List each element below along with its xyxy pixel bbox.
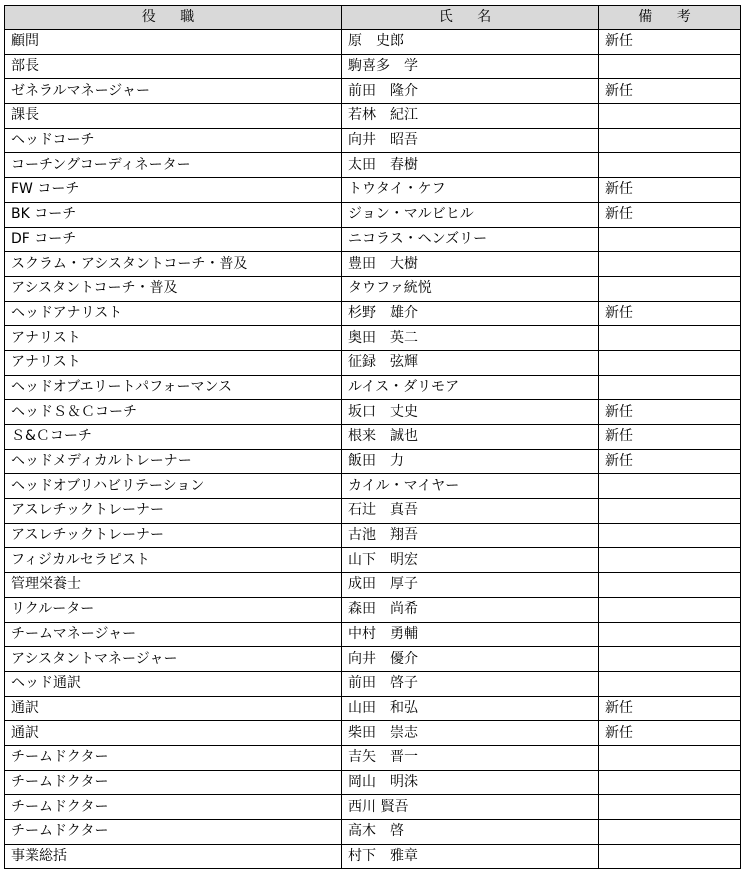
- table-row: [5, 548, 741, 573]
- table-row: [5, 622, 741, 647]
- note-cell: [599, 647, 741, 672]
- table-row: [5, 202, 741, 227]
- role-cell: BK コーチ: [5, 202, 342, 227]
- note-cell: [599, 523, 741, 548]
- table-row: [5, 276, 741, 301]
- name-cell: 山下 明宏: [342, 548, 599, 573]
- table-row: [5, 350, 741, 375]
- table-row: [5, 770, 741, 795]
- note-cell: 新任: [599, 301, 741, 326]
- name-cell: 奥田 英二: [342, 326, 599, 351]
- table-row: [5, 449, 741, 474]
- table-row: [5, 178, 741, 203]
- name-cell: トウタイ・ケフ: [342, 178, 599, 203]
- name-cell: 前田 啓子: [342, 671, 599, 696]
- note-cell: 新任: [599, 425, 741, 450]
- note-cell: 新任: [599, 449, 741, 474]
- name-cell: 向井 優介: [342, 647, 599, 672]
- name-cell: 坂口 丈史: [342, 400, 599, 425]
- role-cell: ヘッド通訳: [5, 671, 342, 696]
- staff-table: [4, 5, 741, 869]
- note-cell: [599, 745, 741, 770]
- role-cell: フィジカルセラピスト: [5, 548, 342, 573]
- table-row: [5, 301, 741, 326]
- role-cell: 事業総括: [5, 844, 342, 869]
- note-cell: 新任: [599, 400, 741, 425]
- table-row: [5, 721, 741, 746]
- table-row: [5, 523, 741, 548]
- table-row: [5, 227, 741, 252]
- name-cell: 吉矢 晋一: [342, 745, 599, 770]
- role-cell: リクルーター: [5, 597, 342, 622]
- table-row: [5, 30, 741, 55]
- role-cell: ヘッドＳ＆Ｃコーチ: [5, 400, 342, 425]
- note-cell: [599, 54, 741, 79]
- note-cell: [599, 128, 741, 153]
- name-cell: 成田 厚子: [342, 573, 599, 598]
- name-cell: 飯田 力: [342, 449, 599, 474]
- name-cell: 太田 春樹: [342, 153, 599, 178]
- role-cell: チームドクター: [5, 770, 342, 795]
- table-row: [5, 128, 741, 153]
- name-cell: 村下 雅章: [342, 844, 599, 869]
- note-cell: [599, 252, 741, 277]
- note-cell: 新任: [599, 178, 741, 203]
- role-cell: ヘッドコーチ: [5, 128, 342, 153]
- name-cell: 根来 誠也: [342, 425, 599, 450]
- table-row: [5, 54, 741, 79]
- name-cell: 古池 翔吾: [342, 523, 599, 548]
- note-cell: [599, 276, 741, 301]
- note-cell: [599, 573, 741, 598]
- note-cell: [599, 597, 741, 622]
- note-cell: [599, 104, 741, 129]
- header-note: 備 考: [599, 6, 741, 30]
- name-cell: カイル・マイヤー: [342, 474, 599, 499]
- table-row: [5, 844, 741, 869]
- table-body: [5, 30, 741, 869]
- role-cell: チームマネージャー: [5, 622, 342, 647]
- note-cell: [599, 671, 741, 696]
- role-cell: Ｓ&Ｃコーチ: [5, 425, 342, 450]
- name-cell: 豊田 大樹: [342, 252, 599, 277]
- role-cell: 通訳: [5, 696, 342, 721]
- note-cell: 新任: [599, 721, 741, 746]
- role-cell: アナリスト: [5, 350, 342, 375]
- name-cell: 征録 弦輝: [342, 350, 599, 375]
- role-cell: アシスタントコーチ・普及: [5, 276, 342, 301]
- note-cell: [599, 474, 741, 499]
- name-cell: 柴田 崇志: [342, 721, 599, 746]
- role-cell: コーチングコーディネーター: [5, 153, 342, 178]
- table-row: [5, 252, 741, 277]
- note-cell: 新任: [599, 30, 741, 55]
- note-cell: [599, 350, 741, 375]
- role-cell: ヘッドアナリスト: [5, 301, 342, 326]
- name-cell: 岡山 明洙: [342, 770, 599, 795]
- table-row: [5, 671, 741, 696]
- name-cell: ニコラス・ヘンズリー: [342, 227, 599, 252]
- role-cell: 顧問: [5, 30, 342, 55]
- table-row: [5, 474, 741, 499]
- table-row: [5, 425, 741, 450]
- table-row: [5, 597, 741, 622]
- role-cell: 部長: [5, 54, 342, 79]
- table-row: [5, 647, 741, 672]
- role-cell: ヘッドオブリハビリテーション: [5, 474, 342, 499]
- note-cell: 新任: [599, 696, 741, 721]
- role-cell: アシスタントマネージャー: [5, 647, 342, 672]
- name-cell: ジョン・マルビヒル: [342, 202, 599, 227]
- note-cell: [599, 548, 741, 573]
- name-cell: 原 史郎: [342, 30, 599, 55]
- name-cell: 中村 勇輔: [342, 622, 599, 647]
- table-row: [5, 573, 741, 598]
- table-row: [5, 153, 741, 178]
- name-cell: 若林 紀江: [342, 104, 599, 129]
- name-cell: 山田 和弘: [342, 696, 599, 721]
- role-cell: ヘッドメディカルトレーナー: [5, 449, 342, 474]
- table-header: [5, 6, 741, 30]
- role-cell: 通訳: [5, 721, 342, 746]
- header-role: 役 職: [5, 6, 342, 30]
- role-cell: チームドクター: [5, 820, 342, 845]
- role-cell: FW コーチ: [5, 178, 342, 203]
- note-cell: [599, 622, 741, 647]
- table-row: [5, 375, 741, 400]
- note-cell: 新任: [599, 79, 741, 104]
- note-cell: [599, 770, 741, 795]
- table-row: [5, 820, 741, 845]
- note-cell: [599, 499, 741, 524]
- role-cell: チームドクター: [5, 795, 342, 820]
- role-cell: 課長: [5, 104, 342, 129]
- name-cell: 西川 賢吾: [342, 795, 599, 820]
- name-cell: 森田 尚希: [342, 597, 599, 622]
- name-cell: ルイス・ダリモア: [342, 375, 599, 400]
- table-row: [5, 326, 741, 351]
- name-cell: 石辻 真吾: [342, 499, 599, 524]
- note-cell: [599, 844, 741, 869]
- role-cell: スクラム・アシスタントコーチ・普及: [5, 252, 342, 277]
- table-row: [5, 696, 741, 721]
- note-cell: [599, 820, 741, 845]
- name-cell: 向井 昭吾: [342, 128, 599, 153]
- note-cell: [599, 375, 741, 400]
- note-cell: [599, 795, 741, 820]
- header-name: 氏 名: [342, 6, 599, 30]
- table-row: [5, 104, 741, 129]
- name-cell: 駒喜多 学: [342, 54, 599, 79]
- note-cell: 新任: [599, 202, 741, 227]
- table-row: [5, 795, 741, 820]
- table-row: [5, 400, 741, 425]
- role-cell: ヘッドオブエリートパフォーマンス: [5, 375, 342, 400]
- role-cell: DF コーチ: [5, 227, 342, 252]
- role-cell: アスレチックトレーナー: [5, 523, 342, 548]
- name-cell: 高木 啓: [342, 820, 599, 845]
- table-row: [5, 499, 741, 524]
- note-cell: [599, 326, 741, 351]
- note-cell: [599, 153, 741, 178]
- note-cell: [599, 227, 741, 252]
- header-row: [5, 6, 741, 30]
- table-row: [5, 79, 741, 104]
- role-cell: アスレチックトレーナー: [5, 499, 342, 524]
- role-cell: チームドクター: [5, 745, 342, 770]
- name-cell: 杉野 雄介: [342, 301, 599, 326]
- role-cell: アナリスト: [5, 326, 342, 351]
- table-row: [5, 745, 741, 770]
- name-cell: 前田 隆介: [342, 79, 599, 104]
- role-cell: ゼネラルマネージャー: [5, 79, 342, 104]
- role-cell: 管理栄養士: [5, 573, 342, 598]
- name-cell: タウファ統悦: [342, 276, 599, 301]
